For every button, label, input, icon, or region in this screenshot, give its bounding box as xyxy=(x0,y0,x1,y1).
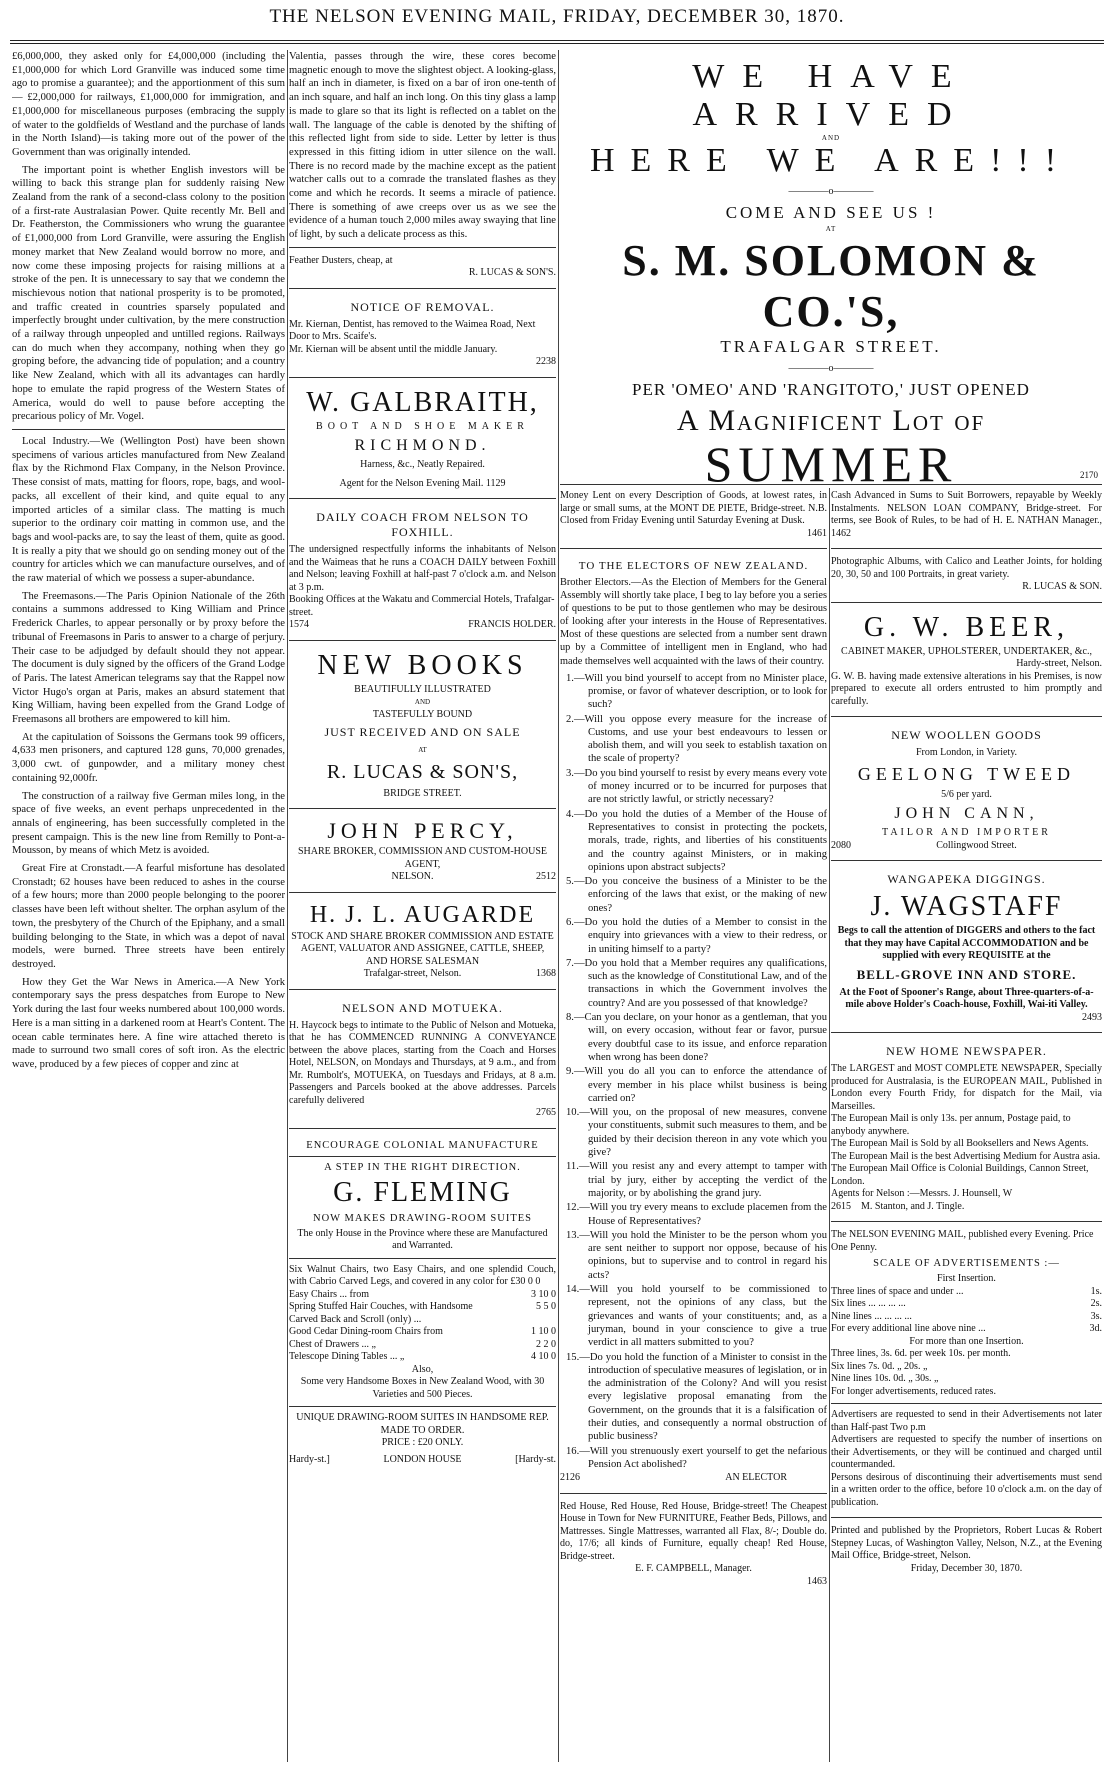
question-item: 6.—Do you hold the duties of a Member to consist in the enquiry into grievances with a view to their redress, or in uniting himself to a party? xyxy=(566,917,827,955)
ad-heading: ENCOURAGE COLONIAL MANUFACTURE xyxy=(306,1139,539,1151)
scale-row: For every additional line above nine ... 3d. xyxy=(831,1323,1102,1334)
ad-text: PER 'OMEO' AND 'RANGITOTO,' JUST OPENED xyxy=(632,380,1030,399)
question-item: 9.—Will you do all you can to enforce the attendance of every member in his place whilst business is being carried on? xyxy=(566,1066,827,1104)
divider xyxy=(289,377,556,378)
scale-row: Six lines ... ... ... ... 2s. xyxy=(831,1298,1102,1309)
ad-number: 2238 xyxy=(536,356,556,368)
ad-text: Agent for the Nelson Evening Mail. 1129 xyxy=(339,477,506,489)
ad-text: Money Lent on every Description of Goods, at lowest rates, in large or small sums, at the MONT DE PIETE, Bridge-street. N.B. Closed from Friday Evening until Saturday Evening at Dusk. xyxy=(560,490,827,526)
cronstadt-fire-article: Great Fire at Cronstadt.—A fearful misfortune has desolated Cronstadt; 62 houses have been reduced to ashes in the course of a few hours; more than 2000 people belonging to the poorer classes have been left without shelter. The orphan asylum of the town, the presbytery of the Church of the Epiphany, and a small building belonging to the State, in which was a depot of naval models, were burned. Three streets have been entirely destroyed. xyxy=(12,863,285,970)
ad-text: UNIQUE DRAWING-ROOM SUITES IN HANDSOME REP. MADE TO ORDER. xyxy=(296,1412,549,1436)
ad-divider xyxy=(560,484,1102,485)
divider xyxy=(831,1032,1102,1033)
local-industry-article: Local Industry.—We (Wellington Post) have been shown specimens of various articles manufactured from New Zealand flax by the Richmond Flax Company, in the Nelson Province. These consist of mats, matting for floors, rope, bags, and wool-packs, all excellent of their kind, and quite equal to any imported articles of a similar class. The matting is much superior to the ordinary coir matting in common use, and the bags and wool-packs are, to say the least of them, quite as good. It is really a pity that we should go on sending money out of the country for articles which we can manufacture ourselves, and of the raw material of which we possess a super-abundance. xyxy=(12,435,285,585)
ad-text: BOOT AND SHOE MAKER xyxy=(316,420,529,432)
ad-text: TRAFALGAR STREET. xyxy=(720,337,942,356)
ad-text: The undersigned respectfully informs the inhabitants of Nelson and the Waimeas that he runs a COACH DAILY between Foxhill and Nelson; leaving Foxhill at half-past 7 o'clock a.m. and Nelson at 3 p.m. xyxy=(289,544,556,593)
ad-text: RICHMOND. xyxy=(354,437,491,455)
ad-text: Cash Advanced in Sums to Suit Borrowers, repayable by Weekly Instalments. NELSON LOAN COMPANY, Bridge-street. For terms, see Book of Rules, to be had of H. E. NATHAN Manager., 1462 xyxy=(831,490,1102,539)
imprint-text: Printed and published by the Proprietors, Robert Lucas & Robert Stepney Lucas, of Washington Valley, Nelson, N.Z., at the Evening Mail Office, Bridge-street, Nelson. xyxy=(831,1525,1102,1561)
ad-text: Some very Handsome Boxes in New Zealand Wood, with 30 Varieties and 500 Pieces. xyxy=(300,1376,545,1400)
article-paragraph: The important point is whether English investors will be willing to back this strange plan for suddenly raising New Zealand from the rank of a second-class colony to the position of a first-rate Australasian Power. Quite recently Mr. Bell and Dr. Featherston, the Commissioners who wrung the guarantee of £1,000,000 from Lord Granville, were assuring the English money market that New Zealand would borrow no more, and now come these imposing projects for raising millions at a stroke of the pen. It is unnecessary to say that we condemn the mischievous notion that national prosperity is to be promoted, and traffic created in countries sparsely populated and imperfectly brought under cultivation, by the mere construction of a railway through unpeopled and untilled regions. Railways can do much when they accompany, nothing when they go groping before, the advancing tide of population; and a country like New Zealand, which with all its advantages can hardly hope to emulate the rapid progress of the Western States of America, would do well to pause before accepting the precarious policy of Mr. Vogel. xyxy=(12,164,285,423)
divider xyxy=(289,288,556,289)
divider xyxy=(560,548,827,549)
price-row: Spring Stuffed Hair Couches, with Handsome Carved Back and Scroll (only) ... 5 5 0 xyxy=(289,1301,556,1325)
question-item: 2.—Will you oppose every measure for the increase of Customs, and use your best endeavours to lessen or abolish them, and will you seek to establish taxation on the scale of property? xyxy=(566,713,827,765)
question-item: 10.—Will you, on the proposal of new measures, convene your constituents, submit such measures to them, and be guided by their decision thereon in any vote which you give? xyxy=(566,1107,827,1159)
ad-advertiser: R. LUCAS & SON. xyxy=(1022,581,1102,592)
price-row: Chest of Drawers ... „ 2 2 0 xyxy=(289,1338,556,1350)
ad-text: G. W. B. having made extensive alterations in his Premises, is now prepared to execute all orders entrusted to him promptly and carefully. xyxy=(831,670,1102,707)
ad-text: Persons desirous of discontinuing their advertisements must send in a written order to the office, before 10 o'clock a.m. on the day of publication. xyxy=(831,1471,1102,1508)
ad-text: PRICE : £20 ONLY. xyxy=(381,1437,464,1449)
ad-number: 2170 xyxy=(1080,470,1098,480)
ad-text: For more than one Insertion. xyxy=(909,1335,1024,1347)
ad-text: TASTEFULLY BOUND xyxy=(372,708,473,720)
ad-text: Nine lines 10s. 0d. „ 30s. „ xyxy=(831,1373,939,1384)
war-news-article: How they Get the War News in America.—A New York contemporary says the press despatches from Europe to New York during the last four weeks numbered about 100,000 words. Here is a man sitting in a darkened room at Heart's Content. The ocean cable terminates here. A fine wire attached thereto is made to surround two small cores of soft iron. As the electric wave, produced by a few pieces of copper and zinc at xyxy=(12,976,285,1070)
ad-text: Three lines, 3s. 6d. per week 10s. per month. xyxy=(831,1348,1011,1359)
new-books-ad xyxy=(289,646,556,804)
ad-heading: WANGAPEKA DIGGINGS. xyxy=(887,872,1046,886)
fleming-ad xyxy=(289,1134,556,1470)
question-item: 15.—Do you hold the function of a Minister to consist in the introduction of speculative measures of legislation, or in the administration of the Colony? And will you resist every legislative proposal emanating from the Government, on the grounds that it is a falsification of their duties, and consequently a normal obstruction of public business? xyxy=(566,1351,827,1443)
ad-headline: HERE WE ARE!!! xyxy=(589,142,1073,179)
john-percy-ad xyxy=(289,814,556,887)
divider xyxy=(289,640,556,641)
ad-text: The European Mail is the best Advertising Medium for Austra asia. xyxy=(831,1150,1101,1162)
question-item: 4.—Do you hold the duties of a Member of the House of Representatives to consist in protecting the pockets, morals, trade, rights, and liberties of his constituents and the country against Ministers, or in making opinions upon abstract subjects? xyxy=(566,808,827,873)
ad-heading: NOTICE OF REMOVAL. xyxy=(350,299,495,314)
ad-text: Mr. Kiernan, Dentist, has removed to the Waimea Road, Next Door to Mrs. Scaife's. xyxy=(289,318,536,343)
ad-text: Six lines 7s. 0d. „ 20s. „ xyxy=(831,1360,928,1372)
ad-footer: 2615 M. Stanton, and J. Tingle. xyxy=(831,1200,965,1212)
ad-heading: NEW WOOLLEN GOODS xyxy=(891,728,1042,742)
ad-headline: WE HAVE ARRIVED xyxy=(692,58,970,133)
cash-advanced-ad xyxy=(831,488,1102,543)
divider xyxy=(831,548,1102,549)
ad-text: Hardy-street, Nelson. xyxy=(1016,658,1102,669)
divider xyxy=(289,808,556,809)
question-item: 3.—Do you bind yourself to resist by every means every vote of money incurred or to be incurred for purposes that are not strictly lawful, or strictly necessary? xyxy=(566,767,827,806)
scale-row: Three lines of space and under ... 1s. xyxy=(831,1285,1102,1297)
ad-text: BEAUTIFULLY ILLUSTRATED xyxy=(354,683,491,695)
ad-headline: GEELONG TWEED xyxy=(857,763,1076,784)
masthead-rule xyxy=(10,40,1104,44)
ad-heading: NELSON AND MOTUEKA. xyxy=(342,1000,503,1015)
ad-text: BELL-GROVE INN AND STORE. xyxy=(856,966,1077,982)
ad-name: J. WAGSTAFF xyxy=(870,891,1063,922)
ad-name: JOHN CANN, xyxy=(894,805,1039,822)
ad-number: 1463 xyxy=(807,1575,827,1587)
ad-text: From London, in Variety. xyxy=(915,747,1018,758)
ad-text: Advertisers are requested to specify the number of insertions on their Advertisements, or they will be continued and charged until countermanded. xyxy=(831,1434,1102,1470)
ad-name: W. GALBRAITH, xyxy=(306,386,539,418)
ad-text: BRIDGE STREET. xyxy=(383,787,462,799)
ad-name: G. W. BEER, xyxy=(863,611,1070,643)
ad-text: AT xyxy=(418,746,427,755)
wagstaff-ad xyxy=(831,866,1102,1027)
column-divider xyxy=(287,50,288,1762)
ad-heading: SCALE OF ADVERTISEMENTS :— xyxy=(873,1258,1060,1269)
divider xyxy=(831,716,1102,717)
ad-text: R. LUCAS & SON'S, xyxy=(326,760,519,783)
foxhill-coach-ad xyxy=(289,504,556,635)
ad-text: Brother Electors.—As the Election of Members for the General Assembly will shortly take place, I beg to lay before you a series of questions to be put to those gentlemen who may be desirous of looking after your interests in the House of Representatives. Most of these questions are selected from a number sent drawn up by a Committee of intelligent men in England, who had made themselves well acquainted with the laws of their country. xyxy=(560,577,827,667)
ad-text: The European Mail is only 13s. per annum, Postage paid, to anybody anywhere. xyxy=(831,1113,1071,1137)
ad-name: JOHN PERCY, xyxy=(327,818,518,844)
ad-advertiser: R. LUCAS & SON'S. xyxy=(468,267,556,279)
divider xyxy=(289,1258,556,1259)
column-divider xyxy=(558,50,559,1762)
advertising-scale xyxy=(831,1227,1102,1512)
divider xyxy=(289,1128,556,1129)
divider xyxy=(289,989,556,990)
divider xyxy=(831,602,1102,603)
ad-text: A Magnificent Lot of xyxy=(676,404,986,437)
question-item: 7.—Do you hold that a Member requires any qualifications, such as the knowledge of Constitutional Law, and of the transactions in which the Government involves the country? And are you possessed of that knowledge? xyxy=(566,957,827,1009)
ad-number: 2493 xyxy=(1082,1011,1102,1023)
ad-text: Feather Dusters, cheap, at xyxy=(289,254,393,266)
photo-albums-ad xyxy=(831,554,1102,597)
ad-text: Booking Offices at the Wakatu and Commercial Hotels, Trafalgar-street. xyxy=(289,594,555,618)
price-row: Easy Chairs ... from 3 10 0 xyxy=(289,1288,556,1300)
question-item: 8.—Can you declare, on your honor as a gentleman, that you will, on every occasion, without fear or favor, pursue every doubtful case to its issue, and enforce reparation when wrong has been done? xyxy=(566,1012,827,1063)
column-1 xyxy=(12,50,285,1762)
ad-text: TAILOR AND IMPORTER xyxy=(882,827,1051,838)
ad-footer: NELSON. 2512 xyxy=(391,871,556,883)
ad-text: Harness, &c., Neatly Repaired. xyxy=(360,459,485,471)
divider xyxy=(831,1517,1102,1518)
ad-footer: 1574 FRANCIS HOLDER. xyxy=(289,619,556,631)
question-item: 14.—Will you hold yourself to be commissioned to represent, not the opinions of any class, but the grievances and wants of your constituents; and, as a juryman, bound in your conscience to give a true verdict in all matters submitted to you? xyxy=(566,1284,827,1349)
ad-text: Begs to call the attention of DIGGERS and others to the fact that they may have Capital ACCOMMODATION and be supplied with every REQUISITE at the xyxy=(837,925,1096,961)
ad-footer: 2080 Collingwood Street. xyxy=(831,839,1017,851)
column-divider xyxy=(829,488,830,1762)
ad-heading: NEW HOME NEWSPAPER. xyxy=(886,1044,1047,1058)
ad-text: AND xyxy=(414,698,431,707)
divider xyxy=(560,1493,827,1494)
question-item: 16.—Will you strenuously exert yourself to get the nefarious Pension Act abolished? xyxy=(566,1445,827,1470)
price-row: Telescope Dining Tables ... „ 4 10 0 xyxy=(289,1351,556,1363)
divider xyxy=(289,1406,556,1407)
galbraith-ad xyxy=(289,383,556,494)
augarde-ad xyxy=(289,898,556,984)
ad-text: The only House in the Province where these are Manufactured and Warranted. xyxy=(297,1227,548,1252)
ad-text: JUST RECEIVED AND ON SALE xyxy=(324,725,521,740)
ad-heading: TO THE ELECTORS OF NEW ZEALAND. xyxy=(578,560,809,572)
ad-headline: SUMMER xyxy=(704,436,958,484)
ad-name: S. M. SOLOMON & CO.'S, xyxy=(622,236,1040,336)
column-3 xyxy=(560,488,827,1762)
ad-footer: 2126 AN ELECTOR xyxy=(560,1472,787,1484)
ad-text: The NELSON EVENING MAIL, published every Evening. Price One Penny. xyxy=(831,1229,1094,1253)
ad-text: NOW MAKES DRAWING-ROOM SUITES xyxy=(312,1212,532,1224)
ad-text: SHARE BROKER, COMMISSION AND CUSTOM-HOUSE AGENT, xyxy=(297,846,548,870)
question-item: 13.—Will you hold the Minister to be the person whom you are sent neither to support nor oppose, because of his opinions, but to supervise and to control in regard his acts? xyxy=(566,1229,827,1281)
beer-cabinet-ad xyxy=(831,608,1102,712)
ad-name: H. J. L. AUGARDE xyxy=(309,901,536,928)
imprint-date: Friday, December 30, 1870. xyxy=(910,1562,1023,1574)
question-item: 11.—Will you resist any and every attempt to tamper with trial by jury, either by accepting the verdict of the majority, or by abolishing the grand jury. xyxy=(566,1161,827,1199)
imprint xyxy=(831,1523,1102,1578)
column-2 xyxy=(289,50,556,1762)
electors-letter xyxy=(560,554,827,1488)
ad-text: First Insertion. xyxy=(937,1273,996,1284)
ad-text: Agents for Nelson :—Messrs. J. Hounsell, W xyxy=(831,1188,1013,1199)
ad-text: The European Mail is Sold by all Booksellers and News Agents. xyxy=(831,1138,1089,1149)
ad-number: 1461 xyxy=(807,527,827,539)
divider xyxy=(12,429,285,430)
divider xyxy=(289,247,556,248)
column-4 xyxy=(831,488,1102,1762)
freemasons-article: The Freemasons.—The Paris Opinion Nationale of the 26th contains a summons addressed to King William and Prince Frederick Charles, to appear personally or by proxy before the tribunal of Freemasons in Paris to answer to a charge of perjury. Their case to be adjudged by default should they not appear. The document is duly signed by the officers of the Grand Lodge of Paris. The latest American telegrams say that the Rappel now Victor Hugo's organ at Paris, makes an absurd statement that King William, having been expelled from the Grand Lodge of Freemasons all brothers are empowered to kill him. xyxy=(12,590,285,726)
ornament: ————o———— xyxy=(788,186,874,197)
ad-text: STOCK AND SHARE BROKER COMMISSION AND ESTATE AGENT, VALUATOR AND ASSIGNEE, CATTLE, SHEEP, AND HORSE SALESMAN xyxy=(291,930,554,967)
price-row: Good Cedar Dining-room Chairs from 1 10 0 xyxy=(289,1326,556,1338)
divider xyxy=(289,498,556,499)
question-item: 5.—Do you conceive the business of a Minister to be the enforcing of the laws that exist, or the making of new ones? xyxy=(566,876,827,914)
feather-dusters-ad xyxy=(289,253,556,283)
money-lent-ad xyxy=(560,488,827,543)
ad-name: G. FLEMING xyxy=(333,1176,512,1208)
article-paragraph: £6,000,000, they asked only for £4,000,000 (including the £1,000,000 for which Lord Granville was induced some time ago to promise a guarantee); and the apportionment of this sum — £2,000,000 for railways, £1,000,000 for immigration, and £1,000,000 for miscellaneous purposes (embracing the supply of water to the goldfields of Westland and the purchase of lands in the North Island)—is taking more out of the power of the Government than was originally intended. xyxy=(12,51,285,158)
ad-name: NEW BOOKS xyxy=(317,649,528,681)
red-house-ad xyxy=(560,1499,827,1592)
divider xyxy=(289,892,556,893)
ad-text: 5/6 per yard. xyxy=(941,788,992,800)
european-mail-ad xyxy=(831,1038,1102,1216)
ad-text: The LARGEST and MOST COMPLETE NEWSPAPER, Specially produced for Australasia, is the EUROPEAN MAIL, Published in London every Fourth Fridy, for dispatch for the Mail, via Marseilles. xyxy=(831,1063,1102,1112)
question-item: 12.—Will you try every means to exclude placemen from the House of Representatives? xyxy=(566,1202,827,1227)
removal-notice-ad xyxy=(289,294,556,372)
railway-article: The construction of a railway five German miles long, in the space of five weeks, an event perhaps unprecedented in the annals of engineering, has been successfully completed in the present campaign. This is the new line from Remilly to Pont-a-Mousson, by means of which Metz is avoided. xyxy=(12,790,285,857)
ad-text: Red House, Red House, Red House, Bridge-street! The Cheapest House in Town for New FURNITURE, Feather Beds, Pillows, and Mattresses. Single Mattresses, warranted all Flax, 8/-; Double do. do, 17/6; all kinds of Furniture, equally cheap! Red House, Bridge-street. xyxy=(560,1500,827,1562)
motueka-conveyance-ad xyxy=(289,995,556,1123)
masthead: THE NELSON EVENING MAIL, FRIDAY, DECEMBER 30, 1870. xyxy=(269,6,845,27)
ad-text: E. F. CAMPBELL, Manager. xyxy=(635,1563,752,1575)
ad-footer: Hardy-st.] LONDON HOUSE [Hardy-st. xyxy=(289,1453,556,1465)
ad-footer: Trafalgar-street, Nelson. 1368 xyxy=(363,968,556,980)
scale-row: Nine lines ... ... ... ... 3s. xyxy=(831,1310,1102,1322)
solomon-clothing-ad xyxy=(560,50,1102,484)
woollen-goods-ad xyxy=(831,722,1102,855)
ad-text: For longer advertisements, reduced rates. xyxy=(831,1385,996,1397)
ad-text: COME AND SEE US ! xyxy=(725,203,937,222)
ad-text: The European Mail Office is Colonial Buildings, Cannon Street, London. xyxy=(831,1163,1089,1187)
ad-text: Advertisers are requested to send in their Advertisements not later than Half-past Two p.m xyxy=(831,1409,1102,1433)
ad-heading: A STEP IN THE RIGHT DIRECTION. xyxy=(324,1161,521,1173)
ad-text: H. Haycock begs to intimate to the Public of Nelson and Motueka, that he has COMMENCED RUNNING A CONVEYANCE between the above places, starting from the Coach and Horses Hotel, NELSON, on Mondays and Thursdays, at 9 a.m., and from Mr. Rumbolt's, MOTUEKA, on Tuesdays and Fridays, at 8 a.m. Passengers and Parcels booked at the above addresses. Parcels carefully delivered xyxy=(289,1019,556,1106)
ad-number: 2765 xyxy=(536,1107,556,1119)
ad-text: Six Walnut Chairs, two Easy Chairs, and one splendid Couch, with Cabrio Carved Legs, and covered in any color for £30 0 0 xyxy=(289,1263,556,1288)
ornament: ————o———— xyxy=(788,363,874,374)
divider xyxy=(831,1403,1102,1404)
divider xyxy=(831,1221,1102,1222)
ad-text: At the Foot of Spooner's Range, about Three-quarters-of-a-mile above Holder's Coach-house, Foxhill, Wai-iti Valley. xyxy=(839,986,1094,1010)
ad-text: CABINET MAKER, UPHOLSTERER, UNDERTAKER, &c., xyxy=(841,645,1092,657)
divider xyxy=(831,860,1102,861)
soissons-article: At the capitulation of Soissons the Germans took 99 officers, 4,633 men prisoners, and captured 128 guns, 70,000 grenades, 3,000 cwt. of gunpowder, and a military money chest containing 92,000fr. xyxy=(12,731,285,784)
ad-text: Also, xyxy=(411,1363,434,1375)
question-item: 1.—Will you bind yourself to accept from no Minister place, promise, or favor of whatever description, or to look for such? xyxy=(566,672,827,711)
ad-text: AT xyxy=(825,225,837,233)
divider xyxy=(289,1156,556,1157)
ad-text: Mr. Kiernan will be absent until the middle January. xyxy=(289,343,498,355)
price-list xyxy=(289,1289,556,1364)
ad-text: AND xyxy=(821,134,841,142)
ad-text: Photographic Albums, with Calico and Leather Joints, for holding 20, 30, 50 and 100 Portraits, in great variety. xyxy=(831,556,1102,580)
war-news-article-cont: Valentia, passes through the wire, these cores become magnetic enough to move the slightest object. A looking-glass, half an inch in diameter, is fixed on a bar of iron one-tenth of an inch square, and half an inch long. On this tiny glass a lamp is made to glare so that its light is reflected on a tablet on the wall. The language of the cable is denoted by the shifting of this reflected light from side to side. Letter by letter is thus expressed in this fitting idiom in utter silence on the wall. There is no record made by the machine except as the patient watcher calls out to a comrade the translated flashes as they come and which he records. It seems a miracle of patience. There is something of awe creeps over us as we see the evidence of a human touch 2,000 miles away swaying that line of light, by such a delicate process as this. xyxy=(289,51,556,241)
ad-heading: DAILY COACH FROM NELSON TO FOXHILL. xyxy=(316,510,529,540)
